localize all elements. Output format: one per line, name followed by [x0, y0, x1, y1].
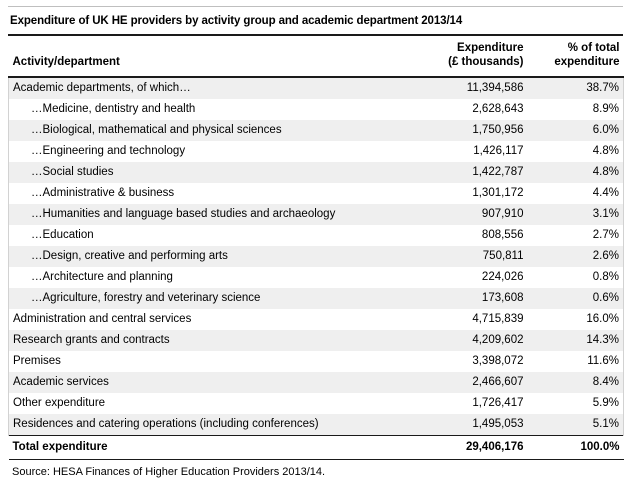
row-expenditure-value: 11,394,586 [407, 77, 531, 99]
row-label: Administration and central services [9, 309, 407, 330]
column-header-expenditure-line2: (£ thousands) [448, 55, 524, 68]
row-expenditure-value: 1,726,417 [407, 393, 531, 414]
column-header-percent-of-total [531, 36, 624, 77]
table-title-bar [8, 6, 623, 36]
table-row [9, 99, 624, 120]
table-row [9, 204, 624, 225]
row-expenditure-value: 3,398,072 [407, 351, 531, 372]
table-row [9, 162, 624, 183]
page-title: Expenditure of UK HE providers by activity group and academic department 2013/14 [10, 15, 463, 27]
row-percent-value: 0.8% [531, 267, 624, 288]
row-percent-value: 2.7% [531, 225, 624, 246]
table-row [9, 414, 624, 436]
table-page [0, 6, 631, 478]
row-expenditure-value: 2,628,643 [407, 99, 531, 120]
row-label: …Humanities and language based studies and archaeology [9, 204, 407, 225]
row-percent-value: 6.0% [531, 120, 624, 141]
row-expenditure-value: 1,301,172 [407, 183, 531, 204]
total-row-value: 29,406,176 [407, 436, 531, 460]
table-row [9, 351, 624, 372]
row-percent-value: 5.1% [531, 414, 624, 436]
row-label: …Biological, mathematical and physical sciences [9, 120, 407, 141]
row-label: …Architecture and planning [9, 267, 407, 288]
row-label: …Medicine, dentistry and health [9, 99, 407, 120]
row-label: Research grants and contracts [9, 330, 407, 351]
table-row [9, 225, 624, 246]
row-expenditure-value: 4,715,839 [407, 309, 531, 330]
table-footer [9, 436, 624, 460]
row-expenditure-value: 1,422,787 [407, 162, 531, 183]
row-expenditure-value: 4,209,602 [407, 330, 531, 351]
table-row [9, 120, 624, 141]
table-row [9, 330, 624, 351]
total-row [9, 436, 624, 460]
row-expenditure-value: 1,495,053 [407, 414, 531, 436]
table-body [9, 77, 624, 436]
table-header-row [9, 36, 624, 77]
row-expenditure-value: 2,466,607 [407, 372, 531, 393]
row-percent-value: 5.9% [531, 393, 624, 414]
row-label: Residences and catering operations (including conferences) [9, 414, 407, 436]
row-expenditure-value: 907,910 [407, 204, 531, 225]
expenditure-table [8, 36, 624, 460]
total-row-percent: 100.0% [531, 436, 624, 460]
table-header [9, 36, 624, 77]
source-note: Source: HESA Finances of Higher Education Providers 2013/14. [12, 466, 326, 478]
row-percent-value: 38.7% [531, 77, 624, 99]
row-percent-value: 4.8% [531, 162, 624, 183]
row-label: Other expenditure [9, 393, 407, 414]
row-label: Academic services [9, 372, 407, 393]
table-row [9, 77, 624, 99]
row-label: Academic departments, of which… [9, 77, 407, 99]
row-percent-value: 0.6% [531, 288, 624, 309]
row-expenditure-value: 173,608 [407, 288, 531, 309]
row-expenditure-value: 750,811 [407, 246, 531, 267]
column-header-percent-line1: % of total [567, 42, 620, 54]
table-row [9, 288, 624, 309]
row-expenditure-value: 1,426,117 [407, 141, 531, 162]
column-header-percent-line2: expenditure [554, 55, 620, 68]
table-row [9, 372, 624, 393]
row-label: …Agriculture, forestry and veterinary science [9, 288, 407, 309]
total-row-label: Total expenditure [9, 436, 407, 460]
row-percent-value: 11.6% [531, 351, 624, 372]
column-header-activity-department: Activity/department [9, 36, 407, 77]
row-expenditure-value: 808,556 [407, 225, 531, 246]
table-row [9, 141, 624, 162]
row-percent-value: 3.1% [531, 204, 624, 225]
row-label: …Social studies [9, 162, 407, 183]
row-label: Premises [9, 351, 407, 372]
row-percent-value: 4.8% [531, 141, 624, 162]
row-label: …Education [9, 225, 407, 246]
row-label: …Administrative & business [9, 183, 407, 204]
column-header-expenditure-line1: Expenditure [457, 42, 524, 54]
table-row [9, 393, 624, 414]
row-percent-value: 16.0% [531, 309, 624, 330]
row-label: …Engineering and technology [9, 141, 407, 162]
row-percent-value: 8.4% [531, 372, 624, 393]
row-label: …Design, creative and performing arts [9, 246, 407, 267]
row-percent-value: 8.9% [531, 99, 624, 120]
table-row [9, 246, 624, 267]
row-percent-value: 4.4% [531, 183, 624, 204]
column-header-expenditure [407, 36, 531, 77]
table-row [9, 267, 624, 288]
table-row [9, 309, 624, 330]
row-percent-value: 2.6% [531, 246, 624, 267]
table-row [9, 183, 624, 204]
row-expenditure-value: 224,026 [407, 267, 531, 288]
row-expenditure-value: 1,750,956 [407, 120, 531, 141]
row-percent-value: 14.3% [531, 330, 624, 351]
